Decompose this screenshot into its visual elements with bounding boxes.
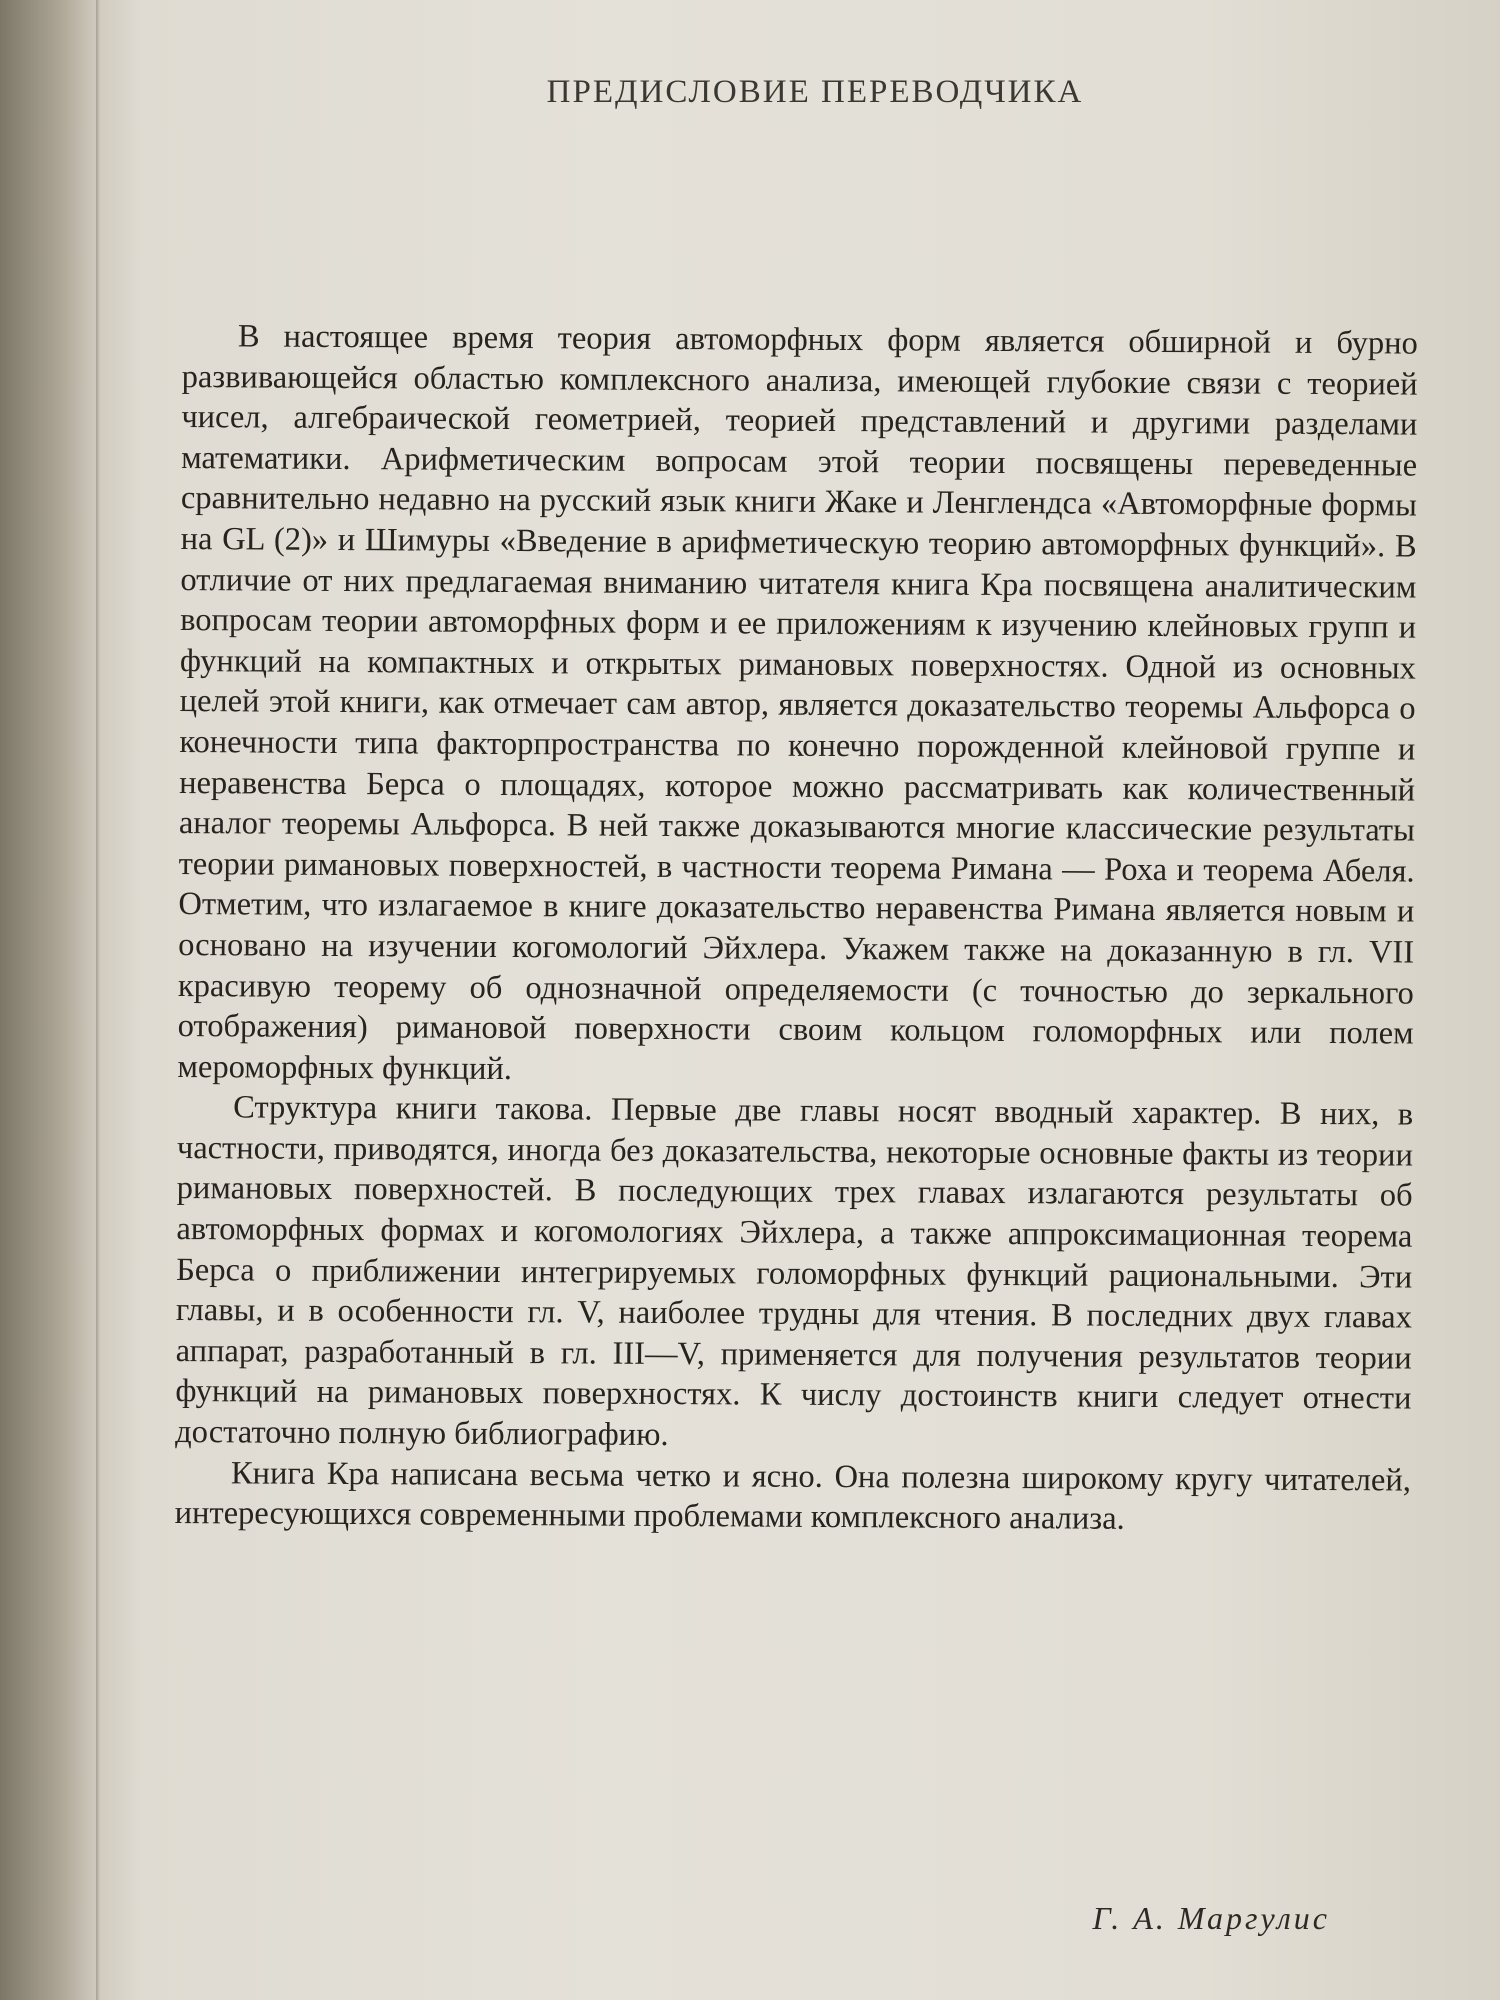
translator-signature: Г. А. Маргулис	[1092, 1900, 1330, 1936]
page-gutter-shadow	[96, 0, 100, 2000]
page-title: ПРЕДИСЛОВИЕ ПЕРЕВОДЧИКА	[546, 74, 1084, 110]
paragraph-conclusion: Книга Кра написана весьма четко и ясно. Она полезна широкому кругу читателей, интересующихся современными проблемами комплексного анализа.	[174, 1454, 1412, 1537]
paragraph-structure: Структура книги такова. Первые две главы носят вводный характер. В них, в частности, приводятся, иногда без доказательства, некоторые основные факты из теории римановых поверхностей. В последующих трех главах излагаются результаты об автоморфных формах и когомологиях Эйхлера, а также аппроксимационная теорема Берса о приближении интегрируемых голоморфных функций рациональными. Эти главы, и в особенности гл. V, наиболее трудны для чтения. В последних двух главах аппарат, разработанный в гл. III—V, применяется для получения результатов теории функций на римановых поверхностях. К числу достоинств книги следует отнести достаточно полную библиографию.	[175, 1089, 1414, 1454]
paragraph-intro: В настоящее время теория автоморфных форм является обширной и бурно развивающейся областью комплексного анализа, имеющей глубокие связи с теорией чисел, алгебраической геометрией, теорией представлений и другими разделами математики. Арифметическим вопросам этой теории посвящены переведенные сравнительно недавно на русский язык книги Жаке и Ленглендса «Автоморфные формы на GL (2)» и Шимуры «Введение в арифметическую теорию автоморфных функций». В отличие от них предлагаемая вниманию читателя книга Кра посвящена аналитическим вопросам теории автоморфных форм и ее приложениям к изучению клейновых групп и функций на компактных и открытых римановых поверхностях. Одной из основных целей этой книги, как отмечает сам автор, является доказательство теоремы Альфорса о конечности типа факторпространства по конечно порожденной клейновой группе и неравенства Берса о площадях, которое можно рассматривать как количественный аналог теоремы Альфорса. В ней также доказываются многие классические результаты теории римановых поверхностей, в частности теорема Римана — Роха и теорема Абеля. Отметим, что излагаемое в книге доказательство неравенства Римана является новым и основано на изучении когомологий Эйхлера. Укажем также на доказанную в гл. VII красивую теорему об однозначной определяемости (с точностью до зеркального отображения) римановой поверхности своим кольцом голоморфных или полем мероморфных функций.	[177, 318, 1418, 1087]
preface-body	[175, 316, 1418, 1541]
